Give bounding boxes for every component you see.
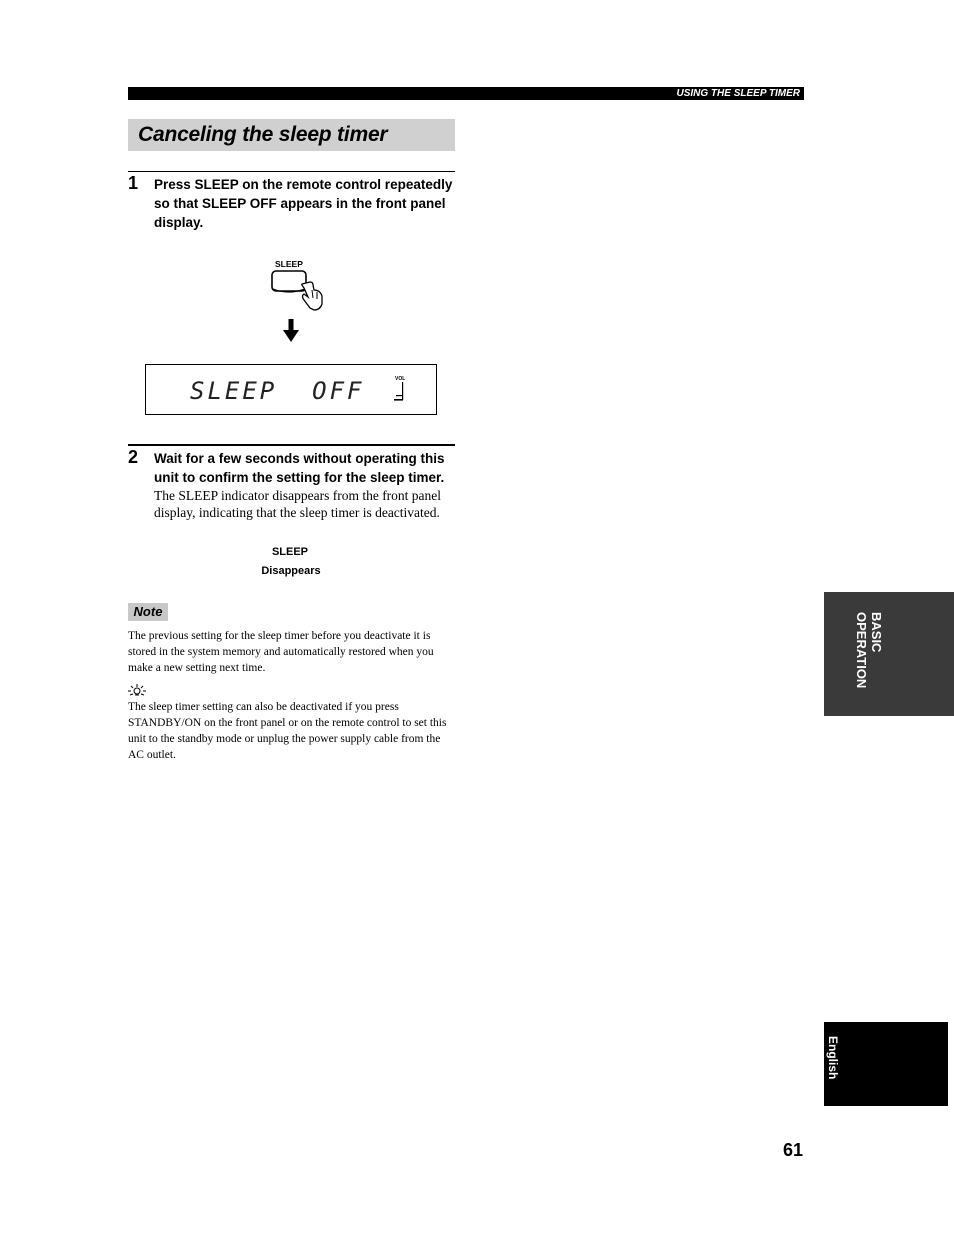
tip-icon <box>128 684 146 697</box>
step-2-description: The SLEEP indicator disappears from the front panel display, indicating that the sleep timer is deactivated. <box>154 488 442 520</box>
volume-meter-icon <box>393 382 407 404</box>
remote-sleep-button-icon <box>268 268 328 312</box>
page-number: 61 <box>783 1140 804 1160</box>
down-arrow-icon <box>283 319 299 343</box>
sleep-indicator-label: SLEEP <box>271 546 309 558</box>
sleep-button-label: SLEEP <box>275 259 303 269</box>
section-title: Canceling the sleep timer <box>138 123 388 146</box>
note-text: The previous setting for the sleep timer before you deactivate it is stored in the system memory and automatically restored when you make a new setting next time. <box>128 630 434 674</box>
chapter-tab-line-1: BASIC <box>869 612 884 653</box>
running-header-bar <box>128 87 804 100</box>
chapter-tab-line-2: OPERATION <box>854 612 869 689</box>
language-tab-label: English <box>826 1036 840 1080</box>
chapter-tab-label <box>824 612 884 702</box>
step-1-divider <box>128 171 455 172</box>
display-vol-label: VOL <box>395 376 406 382</box>
step-1-number: 1 <box>128 173 139 193</box>
step-2-instruction: Wait for a few seconds without operating this unit to confirm the setting for the sleep timer. <box>154 451 445 485</box>
running-header-title: USING THE SLEEP TIMER <box>676 88 800 99</box>
section-title-box <box>128 119 455 151</box>
note-label: Note <box>128 603 168 621</box>
step-1-instruction: Press SLEEP on the remote control repeatedly so that SLEEP OFF appears in the front panel display. <box>154 177 453 230</box>
indicator-status: Disappears <box>261 565 321 577</box>
language-tab <box>824 1022 948 1106</box>
chapter-tab <box>824 592 954 716</box>
step-2-divider <box>128 444 455 446</box>
step-2-number: 2 <box>128 447 139 467</box>
display-readout: SLEEP OFF <box>190 377 365 405</box>
front-panel-display <box>145 364 437 415</box>
tip-text: The sleep timer setting can also be deactivated if you press STANDBY/ON on the front panel or on the remote control to set this unit to the standby mode or unplug the power supply cable from the AC outlet. <box>128 701 447 761</box>
